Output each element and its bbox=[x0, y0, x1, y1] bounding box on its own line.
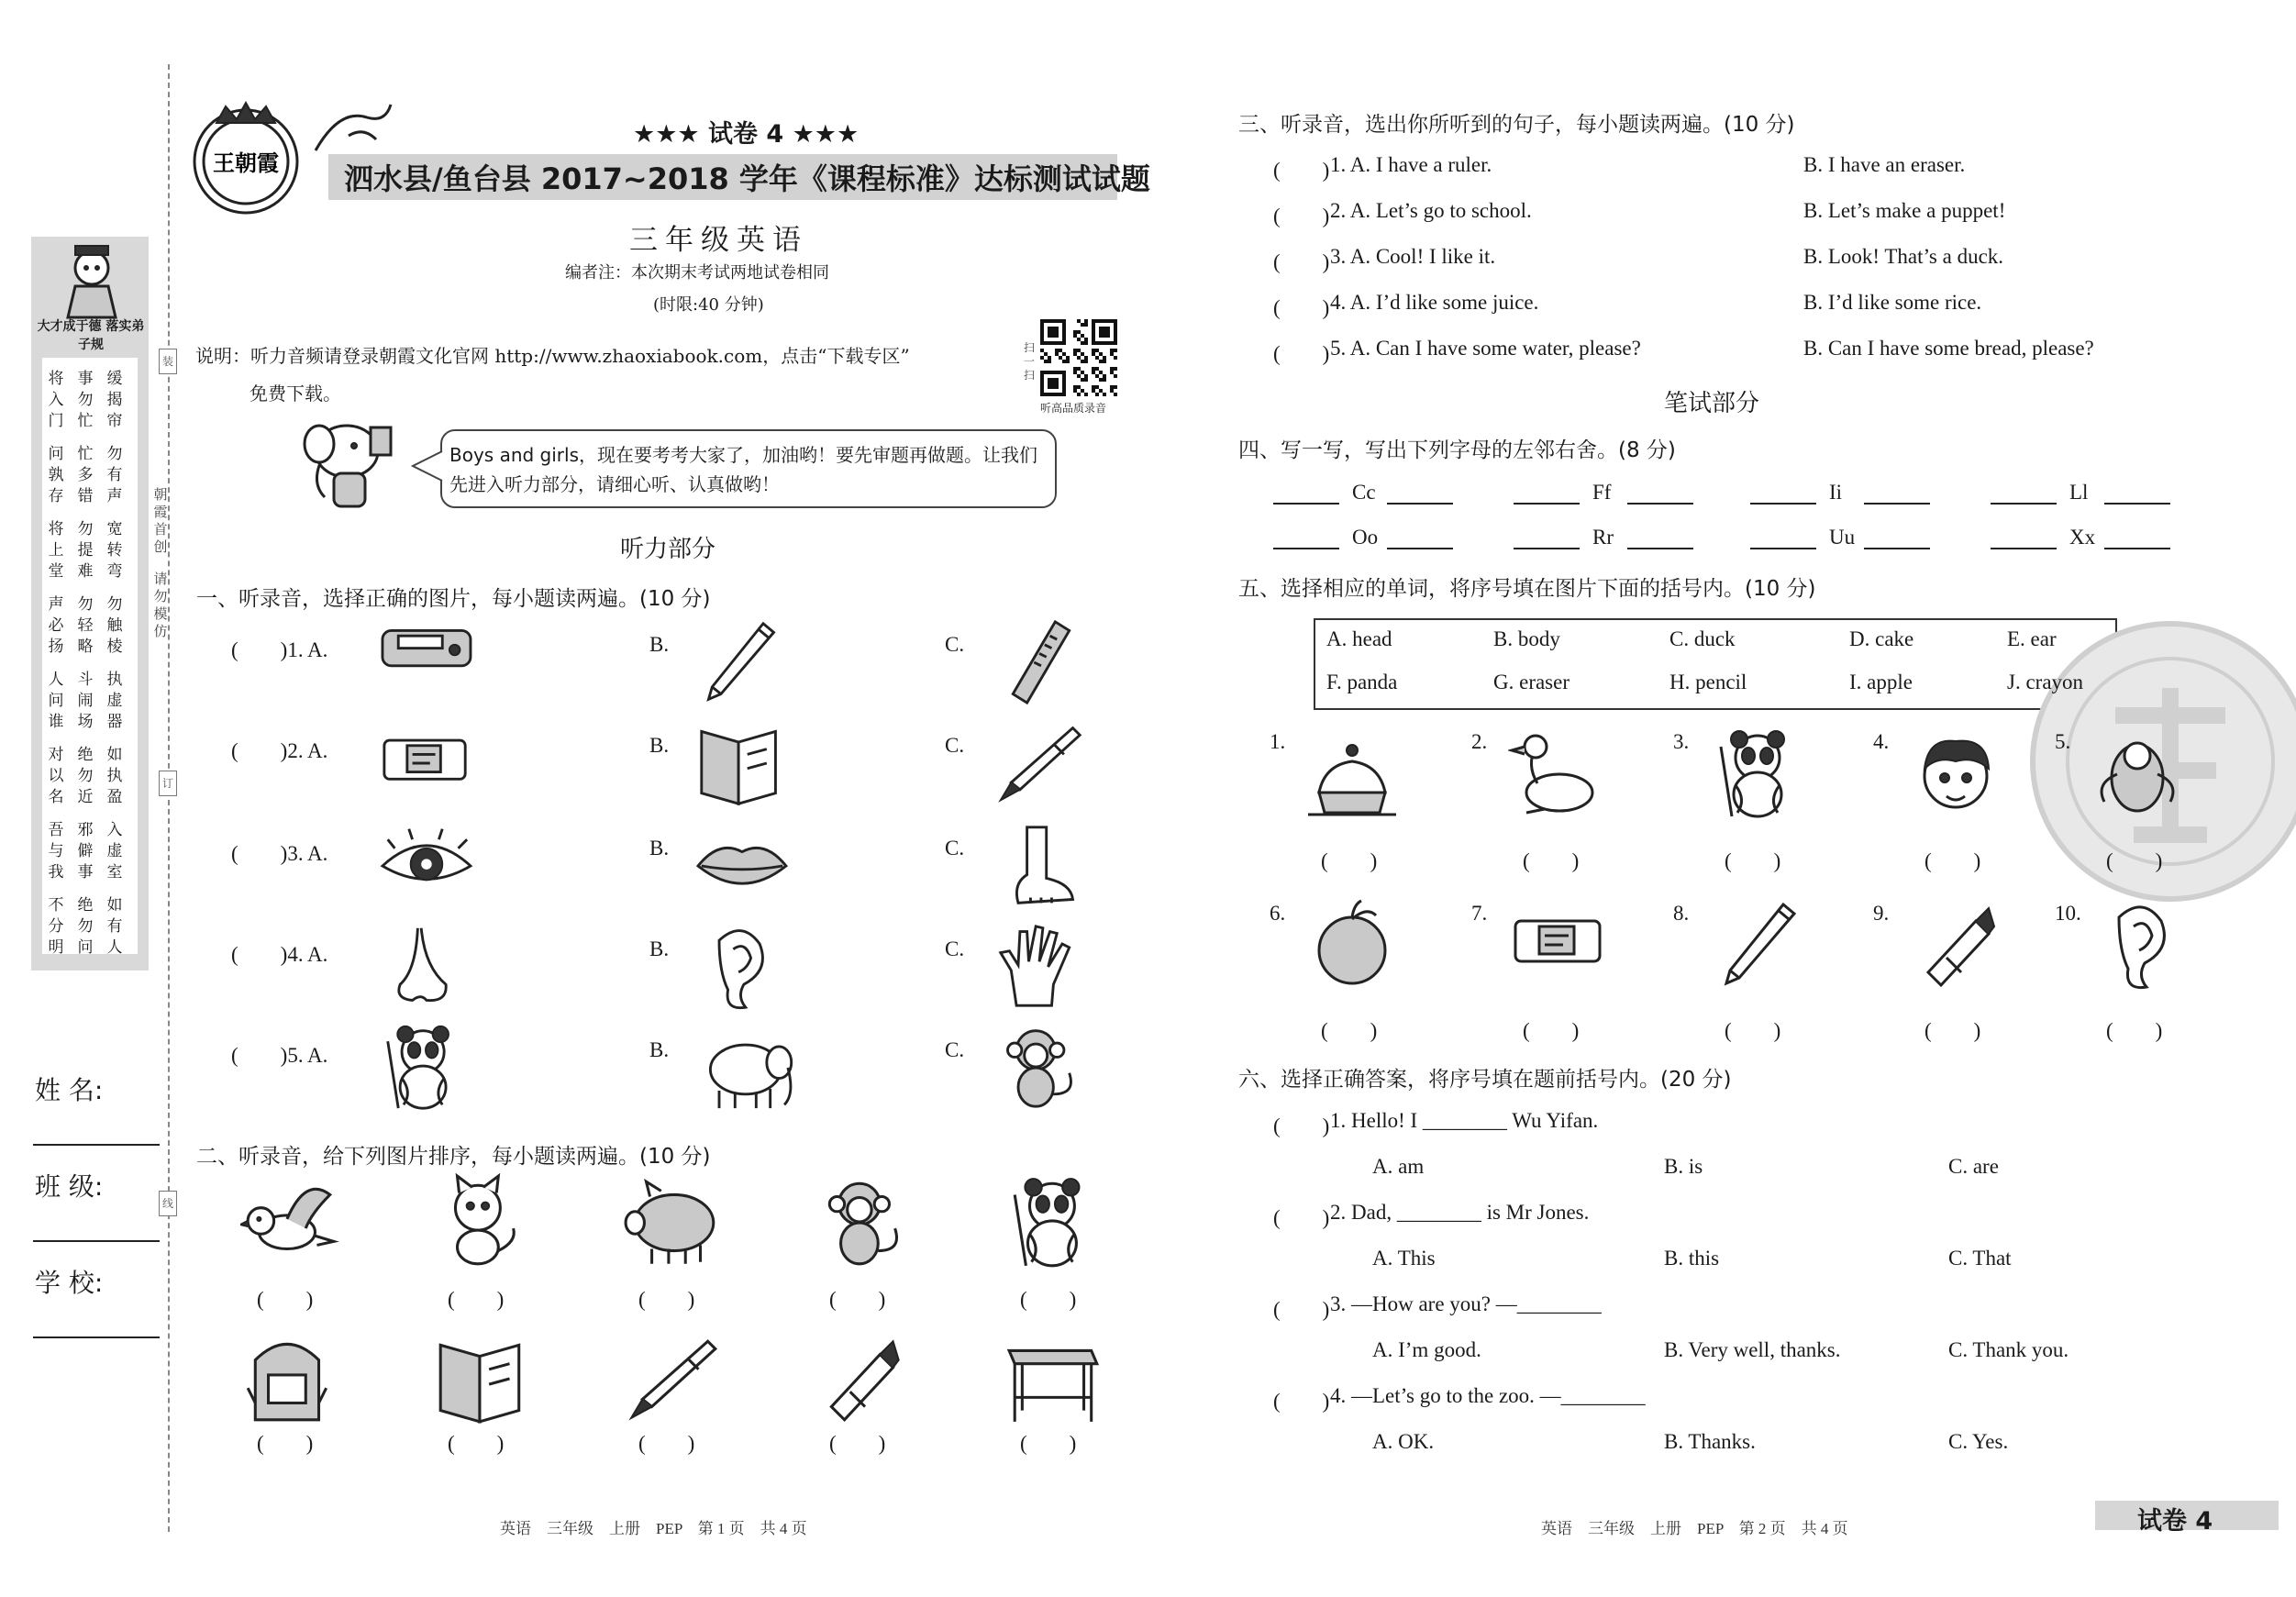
rule-column: 忙多错 bbox=[77, 445, 94, 505]
s6-option: B. Thanks. bbox=[1664, 1430, 1756, 1453]
subject-title: 三年级英语 bbox=[629, 224, 808, 257]
rule-column: 斗闹场 bbox=[77, 671, 94, 731]
s3-option-a: 3. A. Cool! I like it. bbox=[1330, 245, 1496, 268]
rule-column: 勿触棱 bbox=[106, 595, 123, 656]
s4-blank-right[interactable] bbox=[1627, 548, 1693, 549]
cd-player-icon bbox=[371, 618, 481, 706]
s6-question: 1. Hello! I ________ Wu Yifan. bbox=[1330, 1109, 1599, 1132]
binding-mark-2: 订 bbox=[159, 771, 177, 796]
mouth-icon bbox=[686, 822, 796, 910]
s6-answer-paren[interactable]: ( ) bbox=[1273, 1390, 1330, 1413]
section-5-title: 五、选择相应的单词，将序号填在图片下面的括号内。(10 分) bbox=[1238, 577, 1816, 601]
word-option: F. panda bbox=[1326, 671, 1398, 693]
page-title: 泗水县/鱼台县 2017~2018 学年《课程标准》达标测试试题 bbox=[344, 161, 1150, 196]
s5-item-number: 3. bbox=[1673, 730, 1690, 753]
s3-option-b: B. Let’s make a puppet! bbox=[1803, 199, 2006, 222]
s3-option-a: 4. A. I’d like some juice. bbox=[1330, 291, 1539, 314]
rule-column: 勿提难 bbox=[77, 520, 94, 581]
s6-option: C. are bbox=[1948, 1155, 1999, 1178]
rule-column: 绝勿问 bbox=[77, 896, 94, 957]
binding-line bbox=[168, 64, 170, 1532]
eraser-icon bbox=[1508, 899, 1609, 991]
s6-option: B. Very well, thanks. bbox=[1664, 1338, 1841, 1361]
s4-blank-right[interactable] bbox=[1627, 503, 1693, 505]
cat-icon bbox=[431, 1172, 534, 1273]
scan-label: 扫一扫 bbox=[1023, 341, 1035, 382]
desk-icon bbox=[1004, 1328, 1106, 1429]
s1-option-c-label: C. bbox=[945, 734, 965, 757]
s4-letter: Oo bbox=[1352, 526, 1379, 549]
instructions-2: 免费下载。 bbox=[250, 383, 341, 405]
eye-icon bbox=[371, 822, 481, 910]
s3-answer-paren[interactable]: ( ) bbox=[1273, 205, 1330, 227]
pencil-icon bbox=[1710, 899, 1811, 991]
s4-blank-left[interactable] bbox=[1273, 503, 1339, 505]
rule-column: 宽转弯 bbox=[106, 520, 123, 581]
apple-icon bbox=[1306, 899, 1407, 991]
s6-option: A. This bbox=[1372, 1247, 1436, 1270]
bubble-text: Boys and girls，现在要考考大家了，加油哟！要先审题再做题。让我们先进入听力部分，请细心听、认真做哟！ bbox=[449, 444, 1038, 495]
s5-item-number: 5. bbox=[2055, 730, 2071, 753]
eraser-icon bbox=[371, 719, 481, 807]
name-field[interactable] bbox=[33, 1144, 160, 1146]
panda-icon bbox=[1710, 728, 1811, 820]
scholar-icon bbox=[48, 240, 136, 319]
ribbon-decor bbox=[312, 99, 394, 154]
head-icon bbox=[1910, 728, 2011, 820]
qr-caption: 听高品质录音 bbox=[1040, 402, 1107, 415]
s4-blank-left[interactable] bbox=[1991, 548, 2057, 549]
s3-option-a: 1. A. I have a ruler. bbox=[1330, 153, 1492, 176]
s2-answer-paren[interactable]: ( ) bbox=[829, 1288, 886, 1311]
book-icon bbox=[686, 719, 796, 807]
s2-answer-paren[interactable]: ( ) bbox=[257, 1288, 314, 1311]
paper-tag: 试卷 4 bbox=[2137, 1507, 2213, 1536]
s1-question-label[interactable]: ( )2. A. bbox=[231, 739, 328, 762]
binding-mark-1: 装 bbox=[159, 349, 177, 374]
s6-option: B. is bbox=[1664, 1155, 1703, 1178]
s2-answer-paren[interactable]: ( ) bbox=[257, 1432, 314, 1455]
s5-item-number: 7. bbox=[1471, 902, 1488, 925]
logo-emblem bbox=[180, 97, 308, 216]
monkey-icon bbox=[985, 1024, 1095, 1112]
footer-right: 英语 三年级 上册 PEP 第 2 页 共 4 页 bbox=[1541, 1520, 1848, 1537]
s4-letter: Ff bbox=[1592, 481, 1612, 504]
motto: 大才成于德 落实弟子规 bbox=[37, 319, 145, 352]
s1-option-b-label: B. bbox=[649, 937, 670, 960]
rule-column: 对以名 bbox=[48, 746, 64, 806]
s4-letter: Xx bbox=[2069, 526, 2096, 549]
section-3-title: 三、听录音，选出你所听到的句子，每小题读两遍。(10 分) bbox=[1238, 113, 1795, 137]
ear-icon bbox=[2091, 899, 2192, 991]
s6-answer-paren[interactable]: ( ) bbox=[1273, 1206, 1330, 1229]
time-limit: (时限:40 分钟) bbox=[653, 295, 764, 315]
duck-icon bbox=[1508, 728, 1609, 820]
rule-column: 勿轻略 bbox=[77, 595, 94, 656]
s1-option-c-label: C. bbox=[945, 1038, 965, 1061]
s4-letter: Rr bbox=[1592, 526, 1614, 549]
bubble-tail bbox=[411, 449, 444, 482]
word-option: C. duck bbox=[1669, 627, 1736, 650]
rule-column: 缓揭帘 bbox=[106, 370, 123, 430]
s6-option: C. Yes. bbox=[1948, 1430, 2009, 1453]
s6-option: C. That bbox=[1948, 1247, 2012, 1270]
school-label: 学 校: bbox=[35, 1268, 104, 1298]
logo-text: 王朝霞 bbox=[213, 150, 279, 176]
editor-note: 编者注：本次期末考试两地试卷相同 bbox=[565, 263, 829, 283]
footer-left: 英语 三年级 上册 PEP 第 1 页 共 4 页 bbox=[500, 1520, 807, 1537]
bag-icon bbox=[240, 1328, 343, 1429]
rule-column: 吾与我 bbox=[48, 821, 64, 882]
word-option: G. eraser bbox=[1493, 671, 1570, 693]
s6-answer-paren[interactable]: ( ) bbox=[1273, 1298, 1330, 1321]
elephant-mascot-icon bbox=[292, 409, 402, 519]
s4-blank-left[interactable] bbox=[1991, 503, 2057, 505]
section-4-title: 四、写一写，写出下列字母的左邻右舍。(8 分) bbox=[1238, 438, 1676, 462]
s4-blank-right[interactable] bbox=[1864, 503, 1930, 505]
rule-column: 事勿忙 bbox=[77, 370, 94, 430]
crayon-icon bbox=[1910, 899, 2011, 991]
panda-icon bbox=[371, 1024, 481, 1112]
s3-option-b: B. I’d like some rice. bbox=[1803, 291, 1982, 314]
rule-column: 入虚室 bbox=[106, 821, 123, 882]
rule-column: 如有人 bbox=[106, 896, 123, 957]
s6-option: B. this bbox=[1664, 1247, 1720, 1270]
s5-item-number: 8. bbox=[1673, 902, 1690, 925]
elephant-icon bbox=[686, 1024, 796, 1112]
s4-blank-right[interactable] bbox=[1864, 548, 1930, 549]
listening-title: 听力部分 bbox=[620, 536, 716, 563]
s6-question: 3. —How are you? —________ bbox=[1330, 1292, 1602, 1315]
s5-item-number: 1. bbox=[1270, 730, 1286, 753]
section-6-title: 六、选择正确答案，将序号填在题前括号内。(20 分) bbox=[1238, 1068, 1732, 1092]
s1-question-label[interactable]: ( )5. A. bbox=[231, 1044, 328, 1067]
word-option: E. ear bbox=[2007, 627, 2057, 650]
instructions: 说明：听力音频请登录朝霞文化官网 http://www.zhaoxiabook.com，点击“下载专区” bbox=[195, 345, 910, 367]
pencil-icon bbox=[686, 618, 796, 706]
s4-blank-right[interactable] bbox=[2104, 548, 2170, 549]
word-option: J. crayon bbox=[2007, 671, 2084, 693]
class-field[interactable] bbox=[33, 1240, 160, 1242]
word-option: I. apple bbox=[1849, 671, 1913, 693]
s3-answer-paren[interactable]: ( ) bbox=[1273, 250, 1330, 273]
s3-answer-paren[interactable]: ( ) bbox=[1273, 159, 1330, 182]
cake-icon bbox=[1306, 728, 1407, 820]
s3-option-a: 5. A. Can I have some water, please? bbox=[1330, 337, 1641, 360]
s5-answer-paren[interactable]: ( ) bbox=[1924, 1019, 1981, 1042]
s6-question: 2. Dad, ________ is Mr Jones. bbox=[1330, 1201, 1590, 1224]
hand-icon bbox=[985, 923, 1095, 1011]
s1-option-b-label: B. bbox=[649, 734, 670, 757]
s5-answer-paren[interactable]: ( ) bbox=[1924, 849, 1981, 872]
s1-option-b-label: B. bbox=[649, 633, 670, 656]
nose-icon bbox=[371, 923, 481, 1011]
ear-icon bbox=[686, 923, 796, 1011]
s2-answer-paren[interactable]: ( ) bbox=[638, 1288, 695, 1311]
s4-letter: Uu bbox=[1829, 526, 1856, 549]
paper-number: ★★★ 试卷 4 ★★★ bbox=[633, 120, 860, 149]
s3-answer-paren[interactable]: ( ) bbox=[1273, 342, 1330, 365]
s2-answer-paren[interactable]: ( ) bbox=[448, 1432, 505, 1455]
pen-icon bbox=[985, 719, 1095, 807]
rule-column: 邪僻事 bbox=[77, 821, 94, 882]
s6-option: C. Thank you. bbox=[1948, 1338, 2069, 1361]
s1-question-label[interactable]: ( )1. A. bbox=[231, 638, 328, 661]
pig-icon bbox=[622, 1172, 725, 1273]
s2-answer-paren[interactable]: ( ) bbox=[1020, 1432, 1077, 1455]
rule-column: 声必扬 bbox=[48, 595, 64, 656]
class-label: 班 级: bbox=[35, 1171, 104, 1202]
s2-answer-paren[interactable]: ( ) bbox=[448, 1288, 505, 1311]
word-option: H. pencil bbox=[1669, 671, 1747, 693]
s4-blank-right[interactable] bbox=[1387, 503, 1453, 505]
word-option: B. body bbox=[1493, 627, 1560, 650]
panda-icon bbox=[1004, 1172, 1106, 1273]
s5-answer-paren[interactable]: ( ) bbox=[1725, 849, 1781, 872]
s6-option: A. am bbox=[1372, 1155, 1425, 1178]
s1-question-label[interactable]: ( )4. A. bbox=[231, 943, 328, 966]
rule-column: 将入门 bbox=[48, 370, 64, 430]
section-1-title: 一、听录音，选择正确的图片，每小题读两遍。(10 分) bbox=[196, 587, 711, 611]
s5-answer-paren[interactable]: ( ) bbox=[1321, 849, 1378, 872]
qr-code-icon[interactable] bbox=[1040, 319, 1119, 398]
s4-blank-left[interactable] bbox=[1750, 503, 1816, 505]
s1-option-c-label: C. bbox=[945, 633, 965, 656]
s5-answer-paren[interactable]: ( ) bbox=[1725, 1019, 1781, 1042]
monkey-icon bbox=[813, 1172, 915, 1273]
vertical-note-1: 朝霞首创 bbox=[153, 486, 168, 555]
s4-blank-left[interactable] bbox=[1514, 503, 1580, 505]
s4-blank-right[interactable] bbox=[1387, 548, 1453, 549]
bird-icon bbox=[240, 1172, 343, 1273]
word-option: D. cake bbox=[1849, 627, 1914, 650]
s4-blank-left[interactable] bbox=[1514, 548, 1580, 549]
s3-option-b: B. Can I have some bread, please? bbox=[1803, 337, 2094, 360]
s5-item-number: 10. bbox=[2055, 902, 2081, 925]
rule-column: 不分明 bbox=[48, 896, 64, 957]
book-icon bbox=[431, 1328, 534, 1429]
s5-answer-paren[interactable]: ( ) bbox=[2106, 849, 2163, 872]
s1-option-b-label: B. bbox=[649, 1038, 670, 1061]
s2-answer-paren[interactable]: ( ) bbox=[829, 1432, 886, 1455]
body-icon bbox=[2091, 728, 2192, 820]
binding-mark-3: 线 bbox=[159, 1191, 177, 1216]
pen-icon bbox=[622, 1328, 725, 1429]
written-title: 笔试部分 bbox=[1664, 390, 1760, 417]
rule-column: 如执盈 bbox=[106, 746, 123, 806]
rule-column: 绝勿近 bbox=[77, 746, 94, 806]
s6-option: A. I’m good. bbox=[1372, 1338, 1481, 1361]
s5-answer-paren[interactable]: ( ) bbox=[1523, 849, 1580, 872]
s1-option-b-label: B. bbox=[649, 837, 670, 859]
s5-item-number: 4. bbox=[1873, 730, 1890, 753]
rule-column: 勿有声 bbox=[106, 445, 123, 505]
s5-item-number: 9. bbox=[1873, 902, 1890, 925]
s3-answer-paren[interactable]: ( ) bbox=[1273, 296, 1330, 319]
s3-option-b: B. I have an eraser. bbox=[1803, 153, 1966, 176]
s1-question-label[interactable]: ( )3. A. bbox=[231, 842, 328, 865]
vertical-note-2: 请勿模仿 bbox=[153, 571, 168, 639]
foot-icon bbox=[985, 822, 1095, 910]
s6-answer-paren[interactable]: ( ) bbox=[1273, 1115, 1330, 1137]
s4-letter: Ll bbox=[2069, 481, 2089, 504]
rule-column: 问孰存 bbox=[48, 445, 64, 505]
s1-option-c-label: C. bbox=[945, 837, 965, 859]
s4-letter: Cc bbox=[1352, 481, 1376, 504]
s4-letter: Ii bbox=[1829, 481, 1843, 504]
s5-item-number: 6. bbox=[1270, 902, 1286, 925]
s6-option: A. OK. bbox=[1372, 1430, 1435, 1453]
s5-item-number: 2. bbox=[1471, 730, 1488, 753]
s5-answer-paren[interactable]: ( ) bbox=[2106, 1019, 2163, 1042]
s2-answer-paren[interactable]: ( ) bbox=[1020, 1288, 1077, 1311]
school-field[interactable] bbox=[33, 1336, 160, 1338]
s6-question: 4. —Let’s go to the zoo. —________ bbox=[1330, 1384, 1646, 1407]
s2-answer-paren[interactable]: ( ) bbox=[638, 1432, 695, 1455]
s5-answer-paren[interactable]: ( ) bbox=[1321, 1019, 1378, 1042]
rule-column: 人问谁 bbox=[48, 671, 64, 731]
name-label: 姓 名: bbox=[35, 1075, 104, 1105]
ruler-icon bbox=[985, 618, 1095, 706]
s3-option-b: B. Look! That’s a duck. bbox=[1803, 245, 2004, 268]
s5-answer-paren[interactable]: ( ) bbox=[1523, 1019, 1580, 1042]
s4-blank-right[interactable] bbox=[2104, 503, 2170, 505]
s4-blank-left[interactable] bbox=[1273, 548, 1339, 549]
crayon-icon bbox=[813, 1328, 915, 1429]
s3-option-a: 2. A. Let’s go to school. bbox=[1330, 199, 1532, 222]
s1-option-c-label: C. bbox=[945, 937, 965, 960]
rule-column: 将上堂 bbox=[48, 520, 64, 581]
section-2-title: 二、听录音，给下列图片排序，每小题读两遍。(10 分) bbox=[196, 1145, 711, 1169]
word-option: A. head bbox=[1326, 627, 1392, 650]
rule-column: 执虚器 bbox=[106, 671, 123, 731]
s4-blank-left[interactable] bbox=[1750, 548, 1816, 549]
